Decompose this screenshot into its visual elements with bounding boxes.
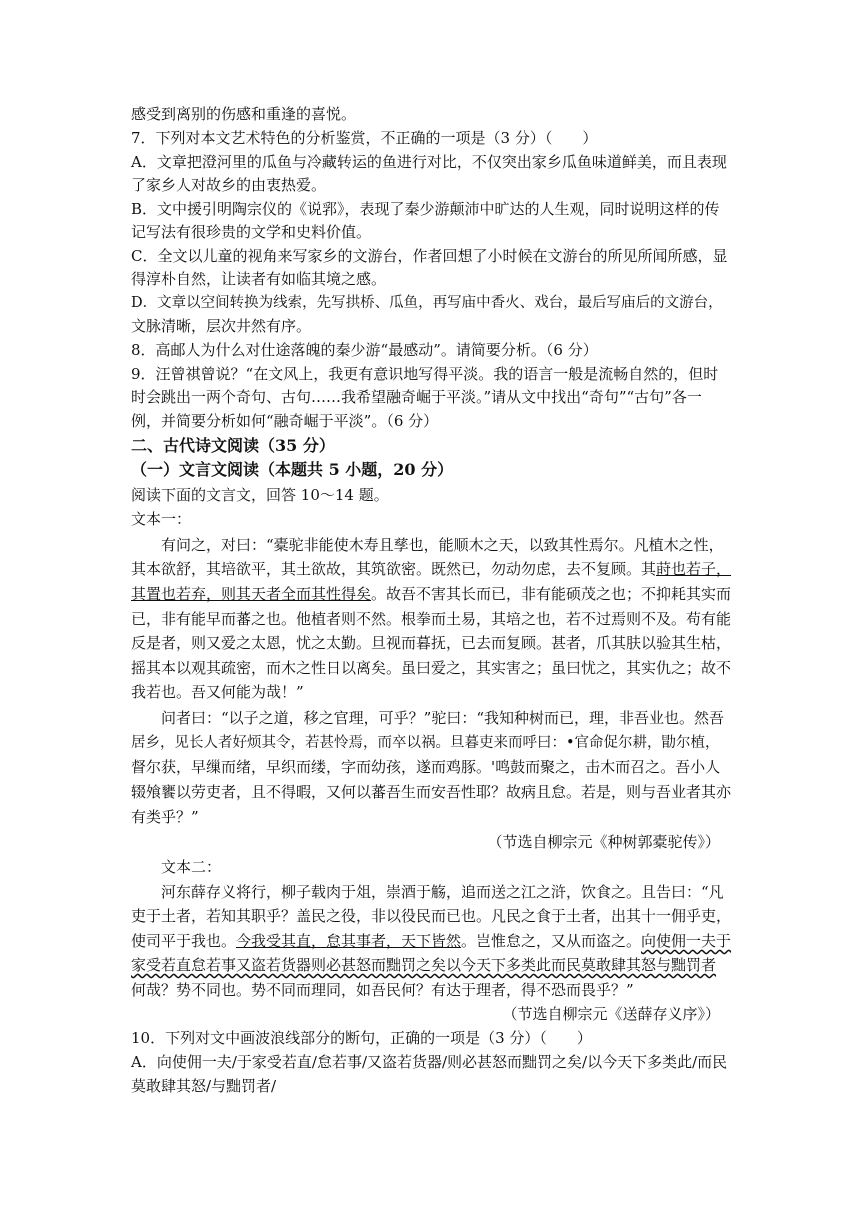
passage-line: 问者曰：“以子之道，移之官理，可乎？”驼曰：“我知种树而已，理，非吾业也。然吾 [161,709,725,727]
passage-line: 摇其本以观其疏密，而木之性日以离矣。虽曰爱之，其实害之；虽曰忧之，其实仇之；故不 [131,659,732,677]
passage-line: 有类乎？” [131,808,199,826]
text-two-heading: 文本二： [161,858,222,876]
underlined-sentence: 莳也若子， [656,560,732,578]
passage-line: 督尔获，早缫而绪，早织而缕，字而幼孩，遂而鸡豚。'鸣鼓而聚之，击木而召之。吾小人 [131,758,721,776]
source-citation: （节选自柳宗元《送薛存义序》） [502,1005,720,1023]
question-9-cont: 时会跳出一两个奇句、古句……我希望融奇崛于平淡。”请从文中找出“奇句”“古句”各一 [131,388,702,406]
passage-line [131,583,731,605]
question-9-cont: 例，并简要分析如何“融奇崛于平淡”。（6 分） [131,412,439,430]
underlined-sentence: 其置也若弃，则其天者全而其性得矣 [131,585,372,603]
passage-line: 居乡，见长人者好烦其令，若甚怜焉，而卒以祸。旦暮吏来而呼曰：•官命促尔耕，勖尔植， [131,735,720,751]
passage-line [131,558,731,580]
question-7: 7．下列对本文艺术特色的分析鉴赏，不正确的一项是（3 分）（ ） [131,129,598,147]
option-10a-cont: 莫敢肆其怒/与黜罚者/ [131,1077,277,1095]
passage-line: 吏于土者，若知其职乎？盖民之役，非以役民而已也。凡民之食于土者，出其十一佣乎吏， [131,907,732,925]
instruction: 阅读下面的文言文，回答 10～14 题。 [131,486,389,504]
option-7d-cont: 文脉清晰，层次井然有序。 [131,317,312,335]
passage-text: 使司平于我也。 [131,932,237,950]
passage-line: 辍飧饔以劳吏者，且不得暇，又何以蕃吾生而安吾性耶？故病且怠。若是，则与吾业者其亦 [131,783,732,801]
option-7a-cont: 了家乡人对故乡的由衷热爱。 [131,176,327,194]
option-7c: C．全文以儿童的视角来写家乡的文游台，作者回想了小时候在文游台的所见所闻所感，显 [131,247,728,265]
passage-text: 其本欲舒，其培欲平，其土欲故，其筑欲密。既然已，勿动勿虑，去不复顾。其 [131,560,657,578]
option-7d: D．文章以空间转换为线索，先写拱桥、瓜鱼，再写庙中香火、戏台，最后写庙后的文游台， [131,295,723,311]
option-10a: A．向使佣一夫/于家受若直/怠若事/又盗若货器/则必甚怒而黜罚之矣/以今天下多类此/而民 [131,1053,728,1071]
wavy-underlined-text: 向使佣一夫于 [641,932,732,950]
section-heading: 二、古代诗文阅读（35 分） [131,436,335,455]
subsection-heading: （一）文言文阅读（本题共 5 小题，20 分） [131,460,454,479]
passage-line: 有问之，对曰：“橐驼非能使木寿且孳也，能顺木之天，以致其性焉尔。凡植木之性， [161,536,724,554]
passage-line: 已，非有能早而蕃之也。他植者则不然。根拳而土易，其培之也，若不过焉则不及。苟有能 [131,610,732,628]
text-one-heading: 文本一： [131,510,192,528]
question-9: 9．汪曾祺曾说？“在文风上，我更有意识地写得平淡。我的语言一般是流畅自然的，但时 [131,365,719,383]
option-7b-cont: 记写法有很珍贵的文学和史料价值。 [131,223,372,241]
passage-line: 反是者，则又爱之太恩，忧之太勤。旦视而暮抚，已去而复顾。甚者，爪其肤以验其生枯， [131,634,732,652]
passage-text: 。故吾不害其长而已，非有能硕茂之也；不抑耗其实而 [371,585,732,603]
question-8: 8．高邮人为什么对仕途落魄的秦少游“最感动”。请简要分析。（6 分） [131,341,598,359]
passage-line: 河东薛存义将行，柳子载肉于俎，崇酒于觞，追而送之江之浒，饮食之。且告曰：“凡 [161,883,724,901]
passage-line: 我若也。吾又何能为哉！” [131,683,304,701]
option-7a: A．文章把澄河里的瓜鱼与冷藏转运的鱼进行对比，不仅突出家乡瓜鱼味道鲜美，而且表现 [131,153,727,171]
text-line: 感受到离别的伤感和重逢的喜悦。 [131,105,357,123]
underlined-sentence: 今我受其直，怠其事者，天下皆然 [236,932,462,950]
question-10: 10．下列对文中画波浪线部分的断句，正确的一项是（3 分）（ ） [131,1029,592,1047]
passage-line: 何哉？势不同也。势不同而理同，如吾民何？有达于理者，得不恐而畏乎？” [131,981,634,999]
option-7b: B．文中援引明陶宗仪的《说郛》，表现了秦少游颠沛中旷达的人生观，同时说明这样的传 [131,200,720,218]
wavy-underlined-line: 家受若直怠若事又盗若货器则必甚怒而黜罚之矣以今天下多类此而民莫敢肆其怒与黜罚者 [131,956,717,974]
passage-line [131,930,731,952]
option-7c-cont: 得淳朴自然，让读者有如临其境之感。 [131,270,387,288]
source-citation: （节选自柳宗元《种树郭橐驼传》） [487,833,720,851]
passage-text: 。岂惟怠之，又从而盗之。 [461,932,642,950]
